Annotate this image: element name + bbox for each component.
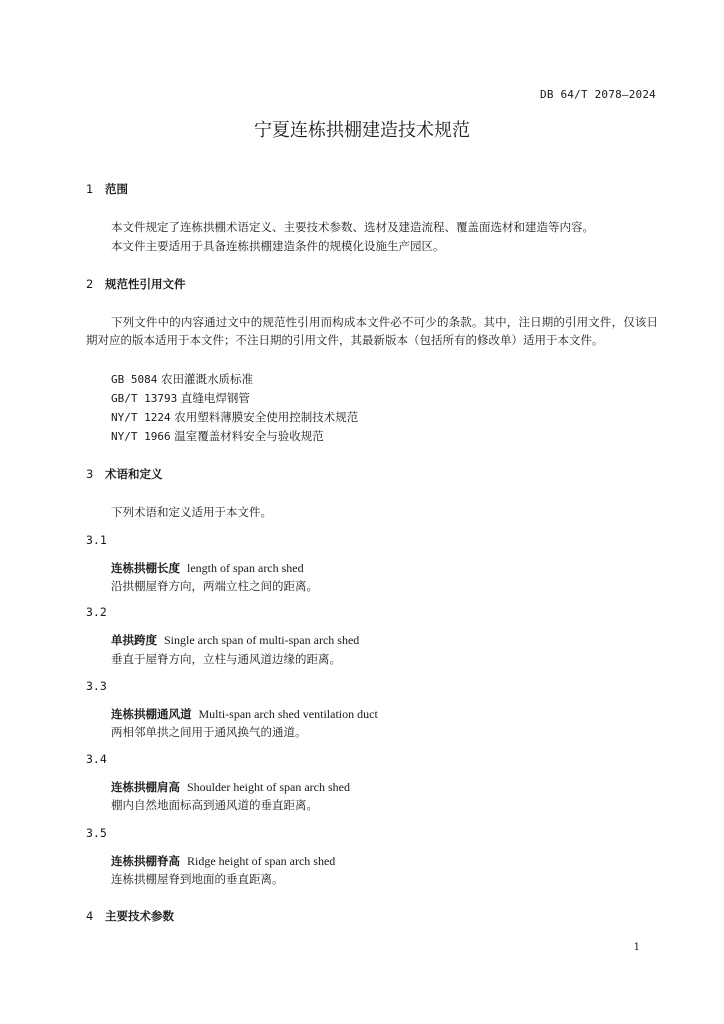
reference-name: 直缝电焊钢管 xyxy=(180,391,250,405)
term-number: 3.5 xyxy=(86,826,107,840)
document-id: DB 64/T 2078—2024 xyxy=(540,88,656,101)
section-number: 2 xyxy=(86,277,94,291)
scope-paragraph-1: 本文件规定了连栋拱棚术语定义、主要技术参数、选材及建造流程、覆盖面选材和建造等内容。 xyxy=(111,220,594,234)
section-title: 范围 xyxy=(105,182,128,196)
section-heading-normative-references xyxy=(86,276,186,292)
reference-code: NY/T 1224 xyxy=(111,411,171,424)
term-chinese: 单拱跨度 xyxy=(111,633,157,647)
section-title: 规范性引用文件 xyxy=(105,277,186,291)
term-english: Single arch span of multi-span arch shed xyxy=(164,633,360,647)
section-title: 主要技术参数 xyxy=(105,909,174,923)
term-number: 3.4 xyxy=(86,752,107,766)
term-chinese: 连栋拱棚脊高 xyxy=(111,854,180,868)
term-chinese: 连栋拱棚肩高 xyxy=(111,780,180,794)
document-title: 宁夏连栋拱棚建造技术规范 xyxy=(254,120,470,141)
term-entry xyxy=(111,853,335,869)
scope-paragraph-2: 本文件主要适用于具备连栋拱棚建造条件的规模化设施生产园区。 xyxy=(111,239,445,253)
term-entry xyxy=(111,560,304,576)
section-heading-scope xyxy=(86,181,128,197)
section-number: 1 xyxy=(86,182,94,196)
term-chinese: 连栋拱棚通风道 xyxy=(111,707,192,721)
reference-item xyxy=(111,409,358,425)
section-heading-terms-definitions xyxy=(86,466,163,482)
term-english: Multi-span arch shed ventilation duct xyxy=(198,707,378,721)
reference-item xyxy=(111,428,324,444)
term-entry xyxy=(111,706,378,722)
section-title: 术语和定义 xyxy=(105,467,163,481)
reference-name: 农用塑料薄膜安全使用控制技术规范 xyxy=(174,410,359,424)
term-entry xyxy=(111,779,350,795)
term-english: length of span arch shed xyxy=(187,561,304,575)
term-definition: 棚内自然地面标高到通风道的垂直距离。 xyxy=(111,798,318,812)
page-number: 1 xyxy=(633,942,640,953)
term-entry xyxy=(111,632,359,648)
reference-item xyxy=(111,371,253,387)
normative-references-intro: 下列文件中的内容通过文中的规范性引用而构成本文件必不可少的条款。其中，注日期的引用文件，仅该日期对应的版本适用于本文件；不注日期的引用文件，其最新版本（包括所有的修改单）适用于本文件。 xyxy=(86,315,658,347)
reference-code: GB/T 13793 xyxy=(111,392,178,405)
term-chinese: 连栋拱棚长度 xyxy=(111,561,180,575)
term-definition: 两相邻单拱之间用于通风换气的通道。 xyxy=(111,725,307,739)
term-english: Shoulder height of span arch shed xyxy=(187,780,350,794)
term-number: 3.2 xyxy=(86,605,107,619)
reference-name: 温室覆盖材料安全与验收规范 xyxy=(174,429,324,443)
term-definition: 垂直于屋脊方向，立柱与通风道边缘的距离。 xyxy=(111,652,341,666)
terms-intro: 下列术语和定义适用于本文件。 xyxy=(111,505,272,519)
section-heading-technical-parameters xyxy=(86,908,174,924)
reference-item xyxy=(111,390,250,406)
reference-name: 农田灌溉水质标准 xyxy=(161,372,254,386)
term-definition: 沿拱棚屋脊方向，两端立柱之间的距离。 xyxy=(111,579,318,593)
term-number: 3.1 xyxy=(86,533,107,547)
term-definition: 连栋拱棚屋脊到地面的垂直距离。 xyxy=(111,872,284,886)
section-number: 3 xyxy=(86,467,94,481)
term-english: Ridge height of span arch shed xyxy=(187,854,336,868)
section-number: 4 xyxy=(86,909,94,923)
reference-code: NY/T 1966 xyxy=(111,430,171,443)
term-number: 3.3 xyxy=(86,679,107,693)
reference-code: GB 5084 xyxy=(111,373,158,386)
